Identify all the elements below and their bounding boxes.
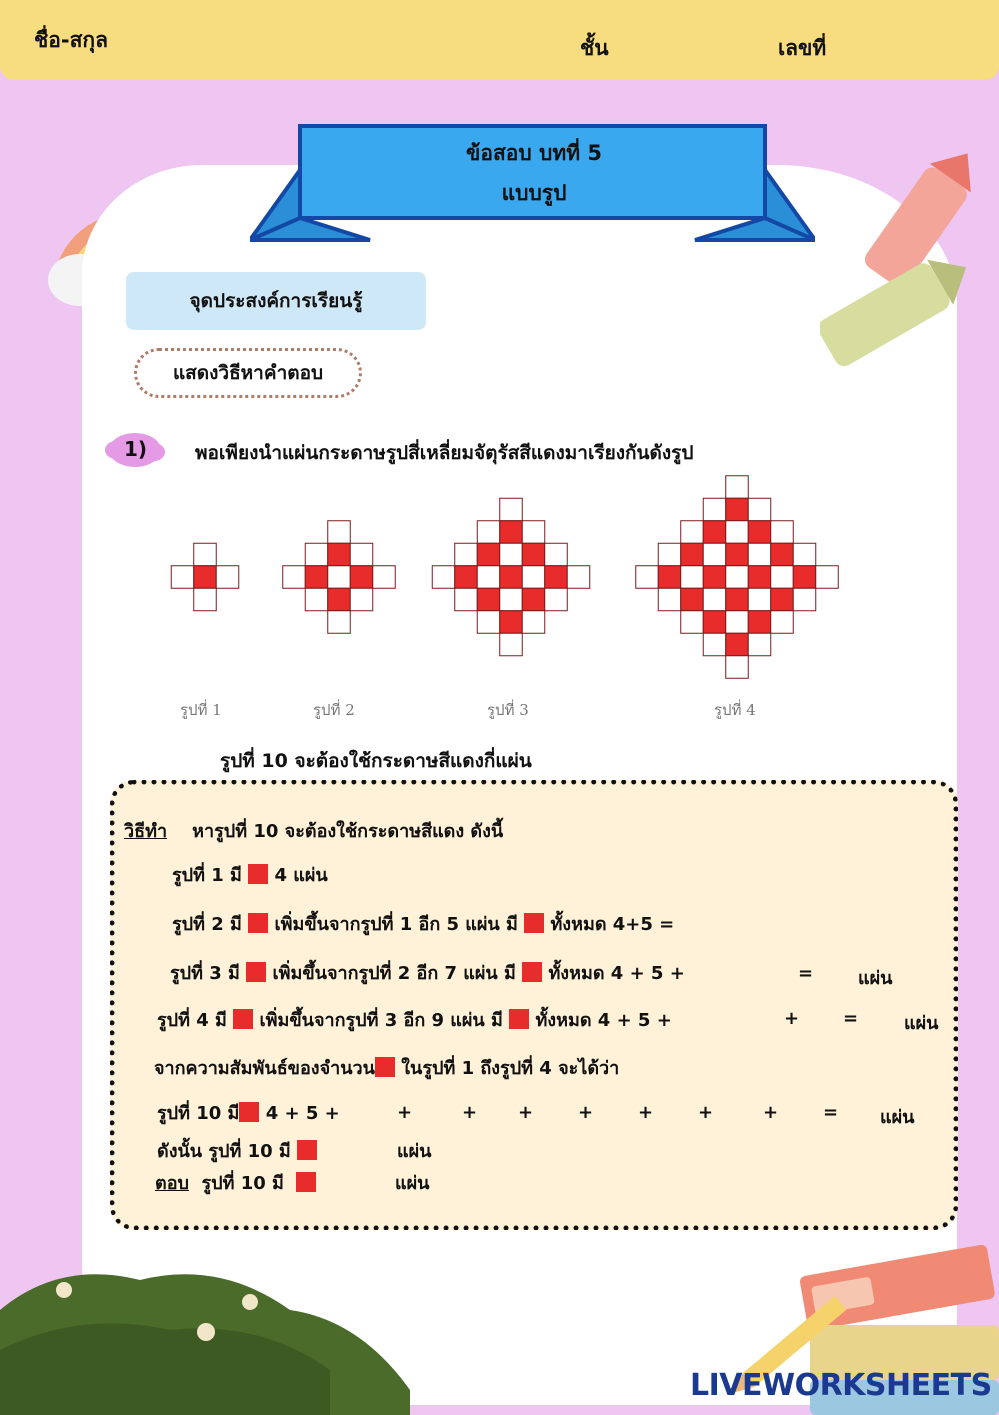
- watermark: LIVEWORKSHEETS: [690, 1368, 992, 1403]
- relation-line: [154, 1053, 619, 1082]
- figure-label-4: รูปที่ 4: [714, 701, 756, 719]
- white-gap-square: [305, 543, 328, 566]
- white-gap-square: [748, 498, 771, 521]
- white-gap-square: [793, 588, 816, 611]
- crayons-decoration: [820, 150, 999, 370]
- white-gap-square: [726, 656, 749, 679]
- row3-eq: =: [798, 963, 814, 984]
- red-paper-square: [771, 543, 794, 566]
- row10-label: รูปที่ 10 มี: [157, 1103, 240, 1124]
- red-paper-square: [305, 566, 328, 589]
- therefore-unit: แผ่น: [397, 1141, 432, 1162]
- row4-unit: แผ่น: [904, 1013, 939, 1034]
- white-gap-square: [545, 588, 568, 611]
- pattern-figures: [0, 470, 999, 690]
- white-gap-square: [567, 566, 590, 589]
- row2-total: ทั้งหมด 4+5 =: [550, 914, 675, 935]
- white-gap-square: [500, 588, 523, 611]
- bush-decoration: [0, 1250, 420, 1415]
- therefore-line: [157, 1136, 317, 1165]
- red-paper-square: [726, 633, 749, 656]
- white-gap-square: [328, 566, 351, 589]
- row-fig4: [157, 1005, 672, 1034]
- red-paper-square: [500, 521, 523, 544]
- row3-unit: แผ่น: [858, 968, 893, 989]
- red-paper-square: [771, 588, 794, 611]
- white-gap-square: [455, 588, 478, 611]
- red-paper-square: [658, 566, 681, 589]
- work-intro: หารูปที่ 10 จะต้องใช้กระดาษสีแดง ดังนี้: [192, 821, 504, 842]
- white-gap-square: [328, 521, 351, 544]
- white-gap-square: [726, 611, 749, 634]
- white-gap-square: [636, 566, 659, 589]
- white-gap-square: [373, 566, 396, 589]
- white-gap-square: [328, 611, 351, 634]
- white-gap-square: [350, 543, 373, 566]
- red-paper-square: [703, 521, 726, 544]
- row10-unit: แผ่น: [880, 1107, 915, 1128]
- row10-plus-3: +: [518, 1102, 534, 1123]
- red-paper-square: [793, 566, 816, 589]
- work-intro-line: [124, 816, 503, 845]
- red-paper-square: [726, 588, 749, 611]
- header-bar: [0, 0, 999, 80]
- red-paper-square: [194, 566, 217, 589]
- red-paper-square: [681, 588, 704, 611]
- white-gap-square: [658, 543, 681, 566]
- white-gap-square: [522, 566, 545, 589]
- white-gap-square: [703, 498, 726, 521]
- red-square-icon: [522, 962, 542, 982]
- white-gap-square: [432, 566, 455, 589]
- red-paper-square: [545, 566, 568, 589]
- red-paper-square: [477, 588, 500, 611]
- row1-label: รูปที่ 1 มี: [172, 865, 242, 886]
- relation-text-a: จากความสัมพันธ์ของจำนวน: [154, 1058, 375, 1079]
- row3-label: รูปที่ 3 มี: [170, 963, 240, 984]
- row10-eq: =: [823, 1102, 839, 1123]
- red-square-icon: [246, 962, 266, 982]
- white-gap-square: [793, 543, 816, 566]
- red-paper-square: [500, 611, 523, 634]
- question-text: พอเพียงนำแผ่นกระดาษรูปสี่เหลี่ยมจัตุรัสสีแดงมาเรียงกันดังรูป: [195, 442, 694, 464]
- class-label: ชั้น: [580, 36, 609, 60]
- row10-plus-7: +: [763, 1102, 779, 1123]
- white-gap-square: [455, 543, 478, 566]
- white-gap-square: [500, 633, 523, 656]
- red-paper-square: [522, 543, 545, 566]
- answer-label: ตอบ: [155, 1173, 189, 1194]
- answer-unit: แผ่น: [395, 1173, 430, 1194]
- white-gap-square: [703, 588, 726, 611]
- red-paper-square: [500, 566, 523, 589]
- white-gap-square: [771, 521, 794, 544]
- title: [300, 125, 768, 217]
- white-gap-square: [500, 543, 523, 566]
- red-square-icon: [248, 864, 268, 884]
- red-paper-square: [748, 566, 771, 589]
- title-line1: ข้อสอบ บทที่ 5: [466, 141, 602, 165]
- row4-text: เพิ่มขึ้นจากรูปที่ 3 อีก 9 แผ่น มี: [259, 1010, 503, 1031]
- question-number: [104, 428, 166, 472]
- row1-value: 4 แผ่น: [274, 865, 328, 886]
- white-gap-square: [350, 588, 373, 611]
- title-line2: แบบรูป: [501, 181, 567, 205]
- question-number-text: 1): [124, 437, 148, 461]
- therefore-text: ดังนั้น รูปที่ 10 มี: [157, 1141, 291, 1162]
- white-gap-square: [681, 611, 704, 634]
- row-fig1: [172, 860, 328, 889]
- white-gap-square: [283, 566, 306, 589]
- red-paper-square: [328, 588, 351, 611]
- white-gap-square: [477, 611, 500, 634]
- row10-plus-6: +: [698, 1102, 714, 1123]
- method-label: วิธีทำ: [124, 821, 168, 842]
- white-gap-square: [748, 588, 771, 611]
- white-gap-square: [703, 633, 726, 656]
- row10-plus-5: +: [638, 1102, 654, 1123]
- white-gap-square: [194, 588, 217, 611]
- red-square-icon: [509, 1009, 529, 1029]
- red-square-icon: [524, 913, 544, 933]
- red-square-icon: [297, 1140, 317, 1160]
- row2-text: เพิ่มขึ้นจากรูปที่ 1 อีก 5 แผ่น มี: [274, 914, 518, 935]
- white-gap-square: [171, 566, 194, 589]
- answer-line: [155, 1168, 316, 1197]
- red-paper-square: [681, 543, 704, 566]
- white-gap-square: [545, 543, 568, 566]
- row-fig3: [170, 958, 685, 987]
- red-paper-square: [726, 498, 749, 521]
- white-gap-square: [816, 566, 839, 589]
- row2-label: รูปที่ 2 มี: [172, 914, 242, 935]
- white-gap-square: [748, 633, 771, 656]
- white-gap-square: [726, 476, 749, 499]
- white-gap-square: [726, 521, 749, 544]
- number-label: เลขที่: [778, 36, 827, 60]
- red-square-icon: [375, 1057, 395, 1077]
- white-gap-square: [771, 566, 794, 589]
- red-paper-square: [477, 543, 500, 566]
- white-gap-square: [305, 588, 328, 611]
- red-paper-square: [748, 521, 771, 544]
- row10-plus-1: +: [397, 1102, 413, 1123]
- red-paper-square: [350, 566, 373, 589]
- method-tag: แสดงวิธีหาคำตอบ: [134, 348, 362, 398]
- name-label: ชื่อ-สกุล: [34, 28, 108, 52]
- white-gap-square: [522, 521, 545, 544]
- white-gap-square: [726, 566, 749, 589]
- relation-text-b: ในรูปที่ 1 ถึงรูปที่ 4 จะได้ว่า: [401, 1058, 620, 1079]
- red-paper-square: [748, 611, 771, 634]
- red-paper-square: [726, 543, 749, 566]
- red-paper-square: [455, 566, 478, 589]
- white-gap-square: [522, 611, 545, 634]
- figure-label-1: รูปที่ 1: [180, 701, 222, 719]
- question-ask: รูปที่ 10 จะต้องใช้กระดาษสีแดงกี่แผ่น: [220, 750, 532, 772]
- red-paper-square: [703, 611, 726, 634]
- white-gap-square: [477, 521, 500, 544]
- row-fig2: [172, 909, 674, 938]
- objective-label: จุดประสงค์การเรียนรู้: [126, 272, 426, 330]
- red-paper-square: [328, 543, 351, 566]
- answer-text: รูปที่ 10 มี: [201, 1173, 284, 1194]
- row4-plus: +: [784, 1008, 800, 1029]
- red-paper-square: [522, 588, 545, 611]
- white-gap-square: [748, 543, 771, 566]
- white-gap-square: [703, 543, 726, 566]
- row4-total: ทั้งหมด 4 + 5 +: [535, 1010, 672, 1031]
- white-gap-square: [771, 611, 794, 634]
- white-gap-square: [194, 543, 217, 566]
- white-gap-square: [216, 566, 239, 589]
- white-gap-square: [500, 498, 523, 521]
- white-gap-square: [658, 588, 681, 611]
- red-paper-square: [703, 566, 726, 589]
- red-square-icon: [239, 1102, 259, 1122]
- row-fig10: [157, 1098, 340, 1127]
- row3-total: ทั้งหมด 4 + 5 +: [548, 963, 685, 984]
- row10-expression: 4 + 5 +: [265, 1103, 340, 1124]
- figure-label-3: รูปที่ 3: [487, 701, 529, 719]
- white-gap-square: [477, 566, 500, 589]
- white-gap-square: [681, 521, 704, 544]
- row10-plus-4: +: [578, 1102, 594, 1123]
- figure-label-2: รูปที่ 2: [313, 701, 355, 719]
- red-square-icon: [248, 913, 268, 933]
- row4-eq: =: [843, 1008, 859, 1029]
- row10-plus-2: +: [462, 1102, 478, 1123]
- row4-label: รูปที่ 4 มี: [157, 1010, 227, 1031]
- white-gap-square: [681, 566, 704, 589]
- row3-text: เพิ่มขึ้นจากรูปที่ 2 อีก 7 แผ่น มี: [272, 963, 516, 984]
- red-square-icon: [296, 1172, 316, 1192]
- red-square-icon: [233, 1009, 253, 1029]
